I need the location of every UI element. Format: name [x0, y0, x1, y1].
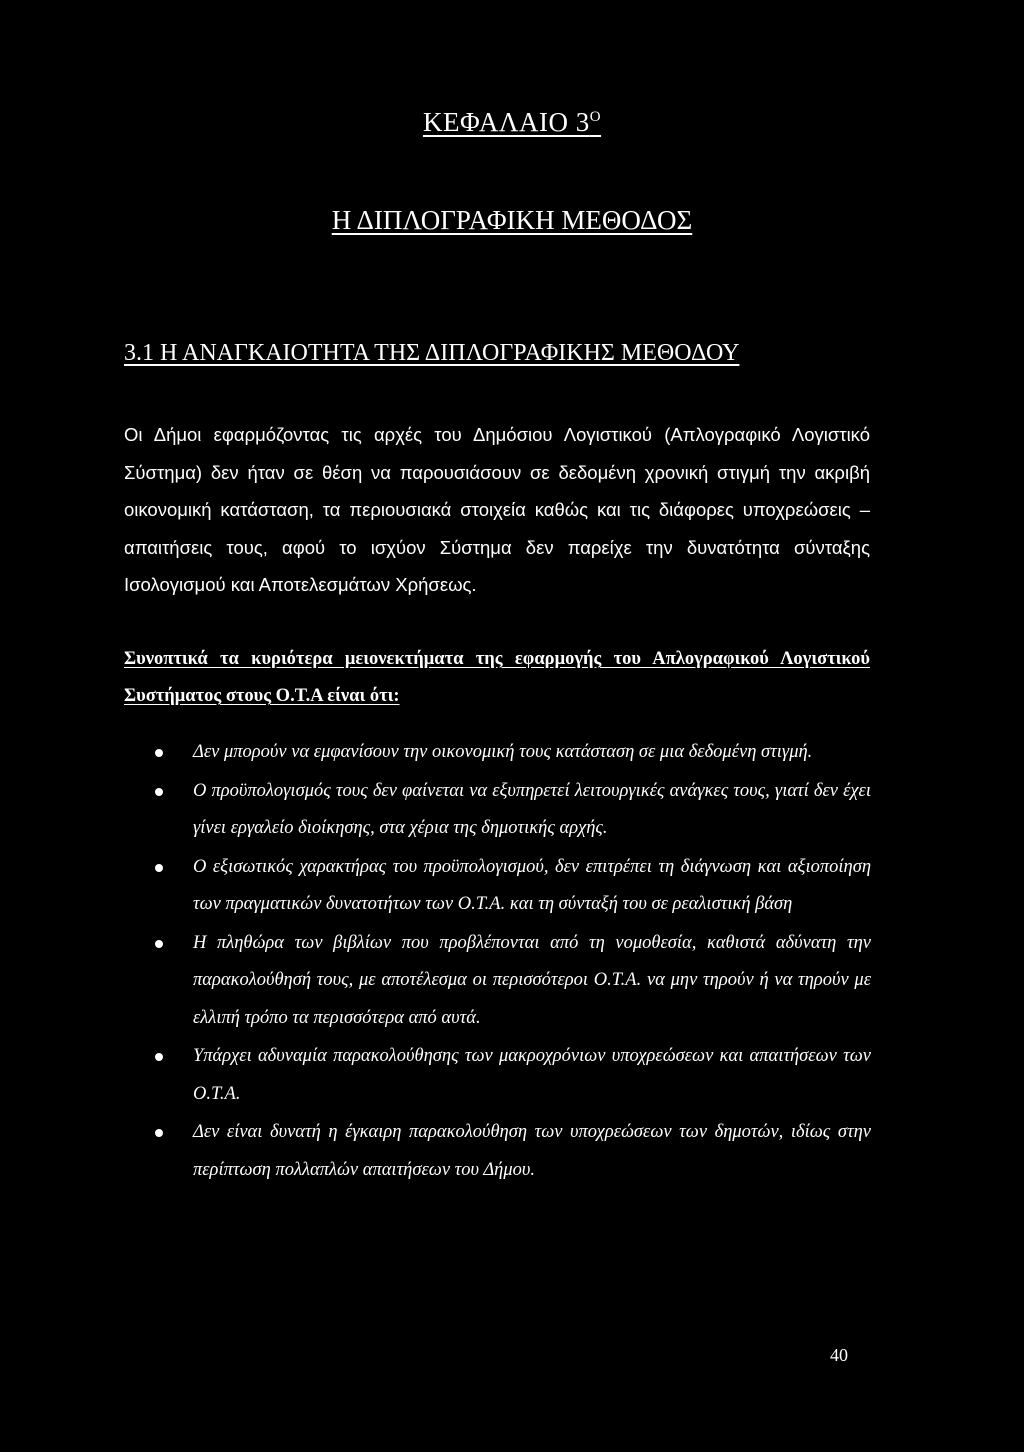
summary-heading: Συνοπτικά τα κυριότερα μειονεκτήματα της εφαρμογής του Απλογραφικού Λογιστικού Συστήματος στους Ο.Τ.Α είναι ότι:: [124, 649, 870, 706]
list-item: [155, 1038, 871, 1113]
list-item-text: Ο εξισωτικός χαρακτήρας του προϋπολογισμού, δεν επιτρέπει τη διάγνωση και αξιοποίηση των πραγματικών δυνατοτήτων των Ο.Τ.Α. και τη σύνταξή του σε ρεαλιστική βάση: [193, 856, 871, 914]
list-item: [155, 925, 871, 1038]
list-item: [155, 849, 871, 924]
bullet-icon: [155, 749, 163, 757]
chapter-title-text: ΚΕΦΑΛΑΙΟ 3: [422, 107, 590, 137]
bullet-icon: [155, 864, 163, 872]
intro-paragraph: Οι Δήμοι εφαρμόζοντας τις αρχές του Δημόσιου Λογιστικού (Απλογραφικό Λογιστικό Σύστημα) δεν ήταν σε θέση να παρουσιάσουν σε δεδομένη χρονική στιγμή την ακριβή οικονομική κατάσταση, τα περιουσιακά στοιχεία καθώς και τις διάφορες υποχρεώσεις – απαιτήσεις τους, αφού το ισχύον Σύστημα δεν παρείχε την δυνατότητα σύνταξης Ισολογισμού και Αποτελεσμάτων Χρήσεως.: [124, 424, 870, 595]
bullet-icon: [155, 1129, 163, 1137]
section-heading: 3.1 Η ΑΝΑΓΚΑΙΟΤΗΤΑ ΤΗΣ ΔΙΠΛΟΓΡΑΦΙΚΗΣ ΜΕΘΟΔΟΥ: [124, 340, 740, 366]
list-item: [155, 773, 871, 848]
chapter-title-superscript: Ο: [589, 109, 602, 125]
list-item-text: Δεν είναι δυνατή η έγκαιρη παρακολούθηση των υποχρεώσεων των δημοτών, ιδίως στην περίπτωση πολλαπλών απαιτήσεων του Δήμου.: [193, 1122, 871, 1180]
list-item-text: Δεν μπορούν να εμφανίσουν την οικονομική τους κατάσταση σε μια δεδομένη στιγμή.: [193, 742, 813, 762]
chapter-subtitle: Η ΔΙΠΛΟΓΡΑΦΙΚΗ ΜΕΘΟΔΟΣ: [331, 205, 693, 235]
chapter-title: [0, 107, 1024, 138]
page-number: 40: [830, 1345, 848, 1365]
bullet-icon: [155, 940, 163, 948]
bullet-icon: [155, 1053, 163, 1061]
list-item-text: Υπάρχει αδυναμία παρακολούθησης των μακροχρόνιων υποχρεώσεων και απαιτήσεων των Ο.Τ.Α.: [193, 1046, 871, 1104]
bullet-icon: [155, 788, 163, 796]
disadvantages-list: [155, 734, 871, 1190]
list-item: [155, 734, 871, 772]
list-item: [155, 1114, 871, 1189]
list-item-text: Ο προϋπολογισμός τους δεν φαίνεται να εξυπηρετεί λειτουργικές ανάγκες τους, γιατί δεν έχει γίνει εργαλείο διοίκησης, στα χέρια της δημοτικής αρχής.: [193, 780, 871, 838]
list-item-text: Η πληθώρα των βιβλίων που προβλέπονται από τη νομοθεσία, καθιστά αδύνατη την παρακολούθησή τους, με αποτέλεσμα οι περισσότεροι Ο.Τ.Α. να μην τηρούν ή να τηρούν με ελλιπή τρόπο τα περισσότερα από αυτά.: [193, 932, 871, 1028]
